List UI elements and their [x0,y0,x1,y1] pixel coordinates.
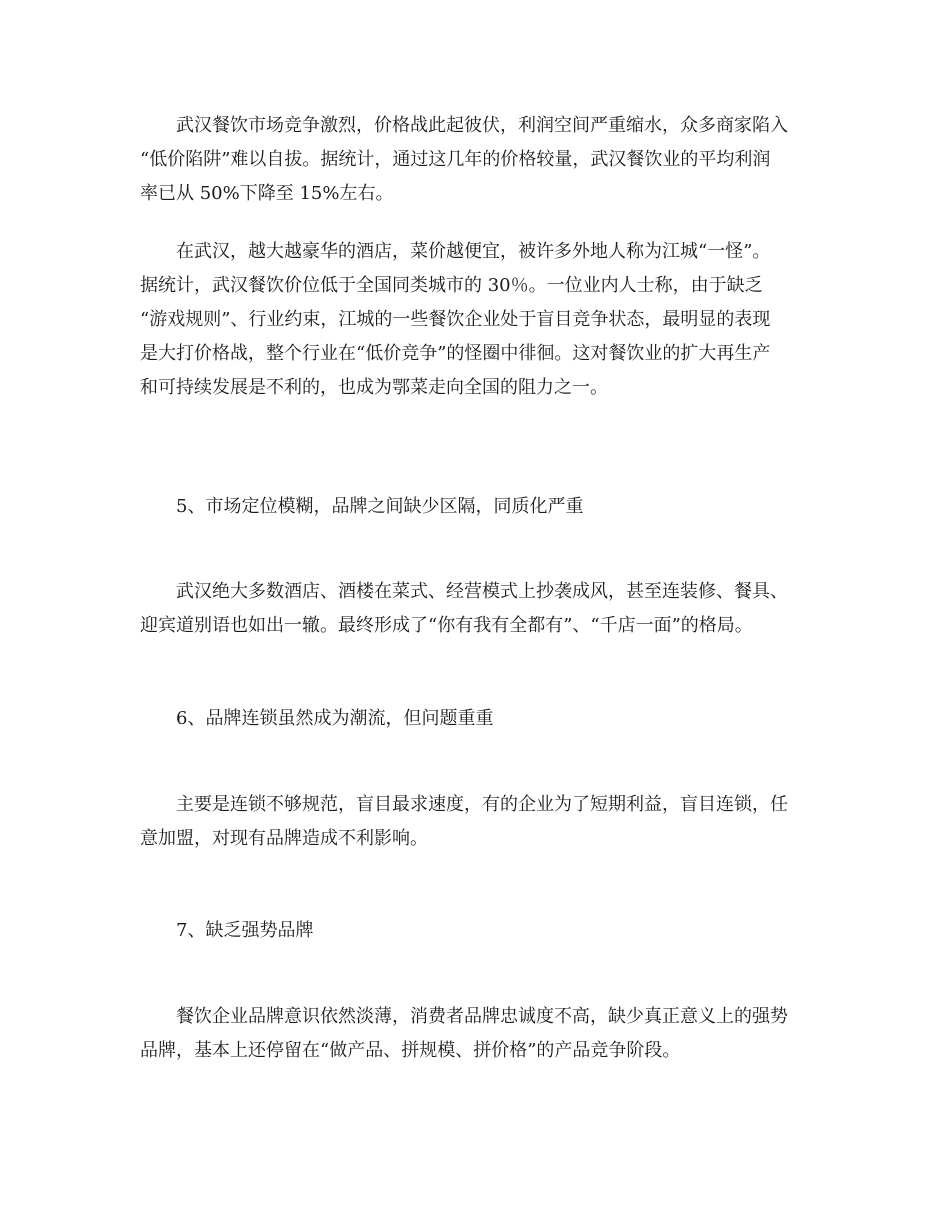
paragraph-price-war [140,109,812,211]
text-line: 餐饮企业品牌意识依然淡薄，消费者品牌忠诚度不高，缺少真正意义上的强势 [176,1006,788,1027]
section-heading-7: 7、缺乏强势品牌 [176,920,314,941]
text-line: 主要是连锁不够规范，盲目最求速度，有的企业为了短期利益，盲目连锁，任 [176,794,788,815]
paragraph-section-5 [140,575,812,643]
paragraph-section-6 [140,788,812,856]
text-line: 武汉餐饮市场竞争激烈，价格战此起彼伏，利润空间严重缩水，众多商家陷入 [176,115,788,136]
text-line: 在武汉，越大越豪华的酒店，菜价越便宜，被许多外地人称为江城“一怪”。 [176,241,771,262]
section-heading-5: 5、市场定位模糊，品牌之间缺少区隔，同质化严重 [176,496,584,517]
text-line: 武汉绝大多数酒店、酒楼在菜式、经营模式上抄袭成风，甚至连装修、餐具、 [176,581,788,602]
text-line: 迎宾道别语也如出一辙。最终形成了“你有我有全都有”、“千店一面”的格局。 [140,615,753,636]
text-line: 是大打价格战，整个行业在“低价竞争”的怪圈中徘徊。这对餐饮业的扩大再生产 [140,343,771,364]
section-heading-6: 6、品牌连锁虽然成为潮流，但问题重重 [176,708,494,729]
text-line: 据统计，武汉餐饮价位低于全国同类城市的 30％。一位业内人士称，由于缺乏 [140,275,763,296]
text-line: 意加盟，对现有品牌造成不利影响。 [140,828,428,849]
text-line: 和可持续发展是不利的，也成为鄂菜走向全国的阻力之一。 [140,377,608,398]
paragraph-section-7 [140,1000,812,1068]
text-line: “游戏规则”、行业约束，江城的一些餐饮企业处于盲目竞争状态，最明显的表现 [140,309,771,330]
text-line: 率已从 50%下降至 15%左右。 [140,183,394,204]
text-line: “低价陷阱”难以自拔。据统计，通过这几年的价格较量，武汉餐饮业的平均利润 [140,149,771,170]
text-line: 品牌，基本上还停留在“做产品、拼规模、拼价格”的产品竞争阶段。 [140,1040,681,1061]
paragraph-wuhan-hotels [140,235,812,405]
